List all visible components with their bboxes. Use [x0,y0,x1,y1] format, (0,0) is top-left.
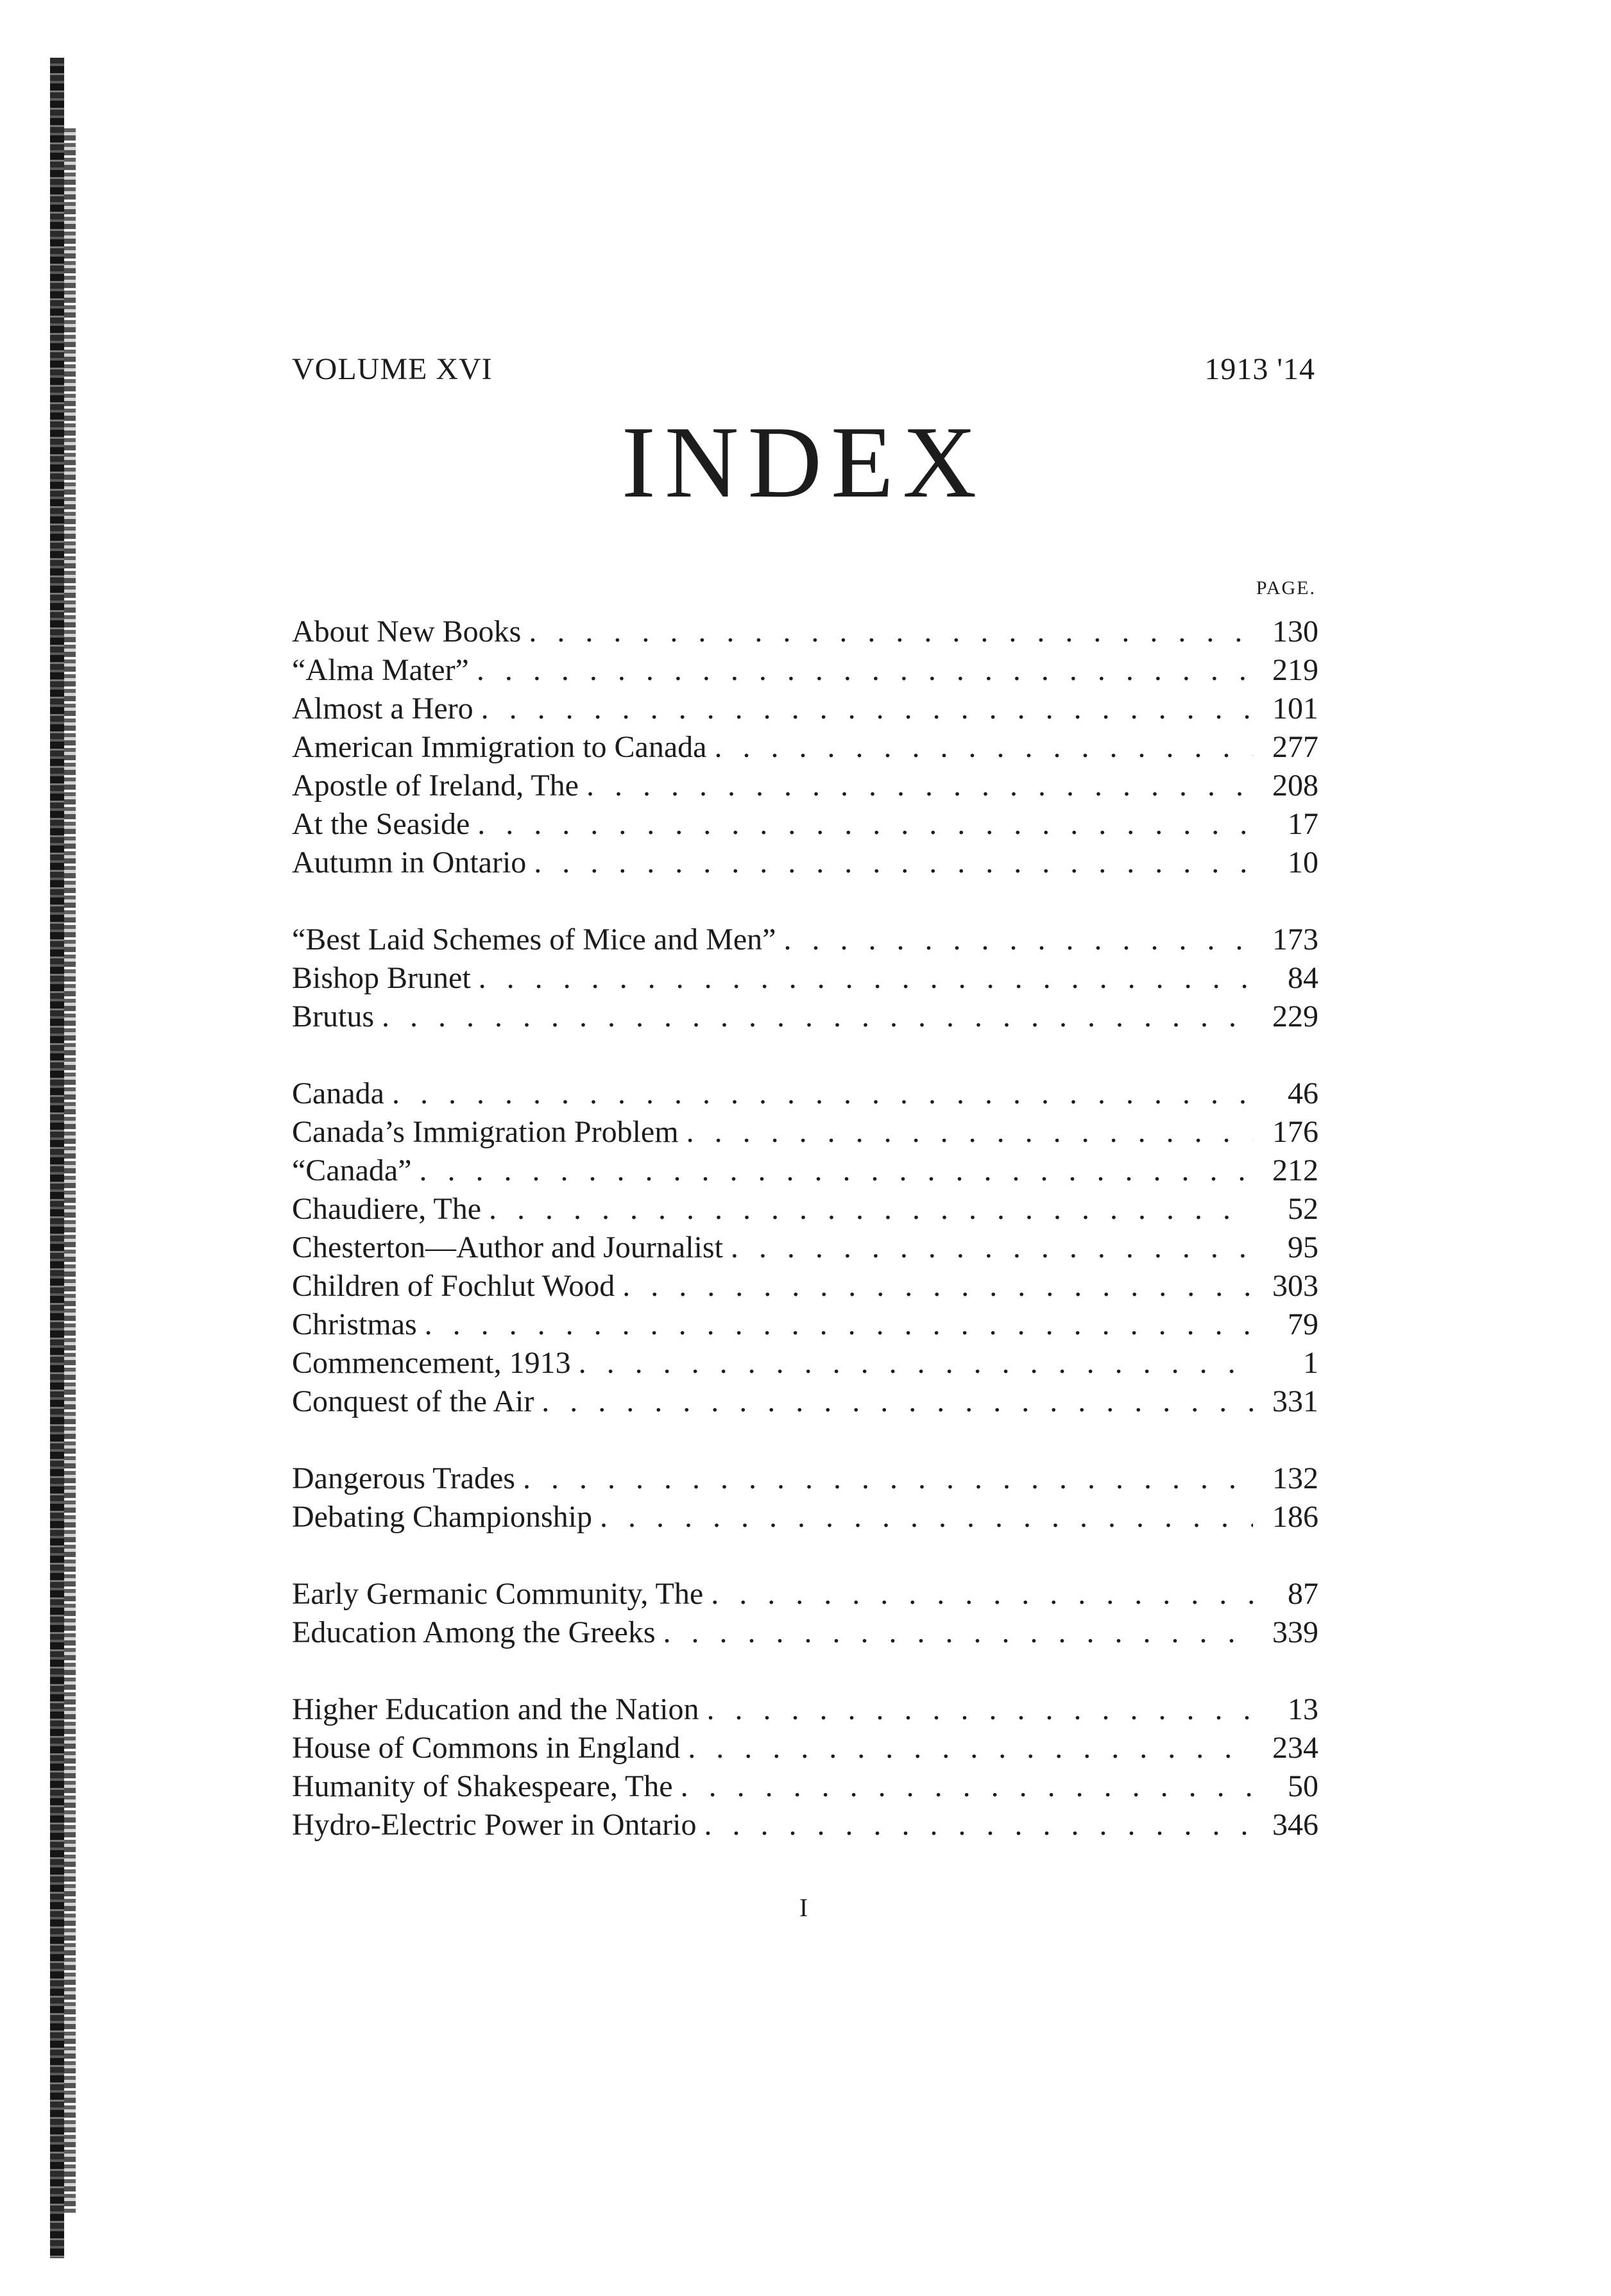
entry-title: Autumn in Ontario [292,846,527,880]
entry-page-number: 79 [1288,1307,1318,1341]
index-entry [292,1382,1318,1421]
page-title: INDEX [621,405,986,519]
index-entry [292,728,1318,767]
entry-title: Higher Education and the Nation [292,1692,699,1726]
index-entry [292,805,1318,844]
entry-page-number: 234 [1272,1731,1318,1765]
running-header [292,352,1315,396]
entry-title: Early Germanic Community, The [292,1577,704,1611]
entry-title: Education Among the Greeks [292,1615,656,1649]
group-separator [292,1036,1318,1075]
entry-title: About New Books [292,615,522,649]
page-number: I [799,1893,808,1922]
index-entry [292,613,1318,651]
index-entry [292,1498,1318,1536]
index-entry [292,1690,1318,1729]
entry-title: Brutus [292,999,375,1033]
index-entry [292,767,1318,805]
entry-title: Chesterton—Author and Journalist [292,1230,723,1264]
dot-leader [579,1344,1253,1382]
index-entry [292,921,1318,959]
group-separator [292,1652,1318,1690]
entry-page-number: 219 [1272,653,1318,687]
dot-leader [704,1806,1253,1844]
index-entry [292,1806,1318,1844]
entry-title: House of Commons in England [292,1731,681,1765]
entry-page-number: 17 [1288,807,1318,841]
entry-page-number: 50 [1288,1769,1318,1803]
entry-title: Children of Fochlut Wood [292,1269,615,1303]
volume-label: VOLUME XVI [292,352,493,386]
entry-title: Apostle of Ireland, The [292,769,579,803]
entry-title: Debating Championship [292,1500,592,1534]
dot-leader [688,1729,1253,1767]
entry-page-number: 176 [1272,1115,1318,1149]
entry-title: Commencement, 1913 [292,1346,571,1380]
entry-page-number: 186 [1272,1500,1318,1534]
dot-leader [711,1575,1253,1613]
index-entry [292,1459,1318,1498]
entry-title: Chaudiere, The [292,1192,482,1226]
dot-leader [622,1267,1253,1305]
entry-title: Almost a Hero [292,692,473,726]
entry-page-number: 46 [1288,1076,1318,1110]
entry-page-number: 84 [1288,961,1318,995]
year-label: 1913 '14 [1204,352,1315,386]
entry-page-number: 101 [1272,692,1318,726]
entry-title: Hydro-Electric Power in Ontario [292,1808,697,1842]
dot-leader [489,1190,1253,1229]
entry-page-number: 1 [1303,1346,1318,1380]
dot-leader [663,1613,1253,1652]
entry-title: Canada’s Immigration Problem [292,1115,679,1149]
dot-leader [477,651,1253,690]
index-entry [292,1729,1318,1767]
index-entry [292,959,1318,998]
binding-shadow [64,128,76,2213]
dot-leader [481,690,1253,728]
dot-leader [681,1767,1253,1806]
dot-leader [541,1382,1253,1421]
index-entry [292,651,1318,690]
index-entry [292,1305,1318,1344]
index-entry [292,1229,1318,1267]
dot-leader [714,728,1253,767]
entry-title: “Canada” [292,1153,412,1187]
dot-leader [479,959,1253,998]
index-entry [292,844,1318,882]
entry-page-number: 10 [1288,846,1318,880]
dot-leader [706,1690,1253,1729]
entry-page-number: 87 [1288,1577,1318,1611]
index-entry [292,1075,1318,1113]
dot-leader [534,844,1253,882]
dot-leader [586,767,1253,805]
index-entry [292,998,1318,1036]
index-entry [292,1767,1318,1806]
index-list [292,613,1318,1844]
entry-title: Canada [292,1076,384,1110]
entry-page-number: 229 [1272,999,1318,1033]
entry-title: Humanity of Shakespeare, The [292,1769,673,1803]
index-entry [292,1613,1318,1652]
dot-leader [420,1152,1253,1190]
dot-leader [425,1305,1253,1344]
entry-page-number: 13 [1288,1692,1318,1726]
index-entry [292,690,1318,728]
entry-page-number: 130 [1272,615,1318,649]
index-entry [292,1267,1318,1305]
index-entry [292,1344,1318,1382]
index-entry [292,1575,1318,1613]
dot-leader [783,921,1253,959]
dot-leader [523,1459,1253,1498]
entry-title: At the Seaside [292,807,470,841]
dot-leader [392,1075,1253,1113]
entry-page-number: 277 [1272,730,1318,764]
dot-leader [600,1498,1253,1536]
group-separator [292,1536,1318,1575]
entry-page-number: 303 [1272,1269,1318,1303]
entry-page-number: 173 [1272,923,1318,957]
entry-page-number: 52 [1288,1192,1318,1226]
group-separator [292,1421,1318,1459]
entry-page-number: 132 [1272,1461,1318,1495]
dot-leader [686,1113,1253,1152]
entry-title: Bishop Brunet [292,961,471,995]
entry-page-number: 331 [1272,1384,1318,1418]
entry-title: Dangerous Trades [292,1461,515,1495]
page-column-label: PAGE. [1256,577,1316,599]
group-separator [292,882,1318,921]
index-entry [292,1113,1318,1152]
binding-edge [50,58,64,2258]
index-entry [292,1152,1318,1190]
entry-title: Christmas [292,1307,417,1341]
dot-leader [477,805,1253,844]
dot-leader [529,613,1253,651]
entry-title: American Immigration to Canada [292,730,707,764]
entry-title: Conquest of the Air [292,1384,534,1418]
entry-page-number: 212 [1272,1153,1318,1187]
entry-title: “Best Laid Schemes of Mice and Men” [292,923,776,957]
entry-page-number: 346 [1272,1808,1318,1842]
index-entry [292,1190,1318,1229]
entry-page-number: 339 [1272,1615,1318,1649]
dot-leader [382,998,1253,1036]
entry-page-number: 95 [1288,1230,1318,1264]
entry-page-number: 208 [1272,769,1318,803]
entry-title: “Alma Mater” [292,653,469,687]
dot-leader [731,1229,1253,1267]
